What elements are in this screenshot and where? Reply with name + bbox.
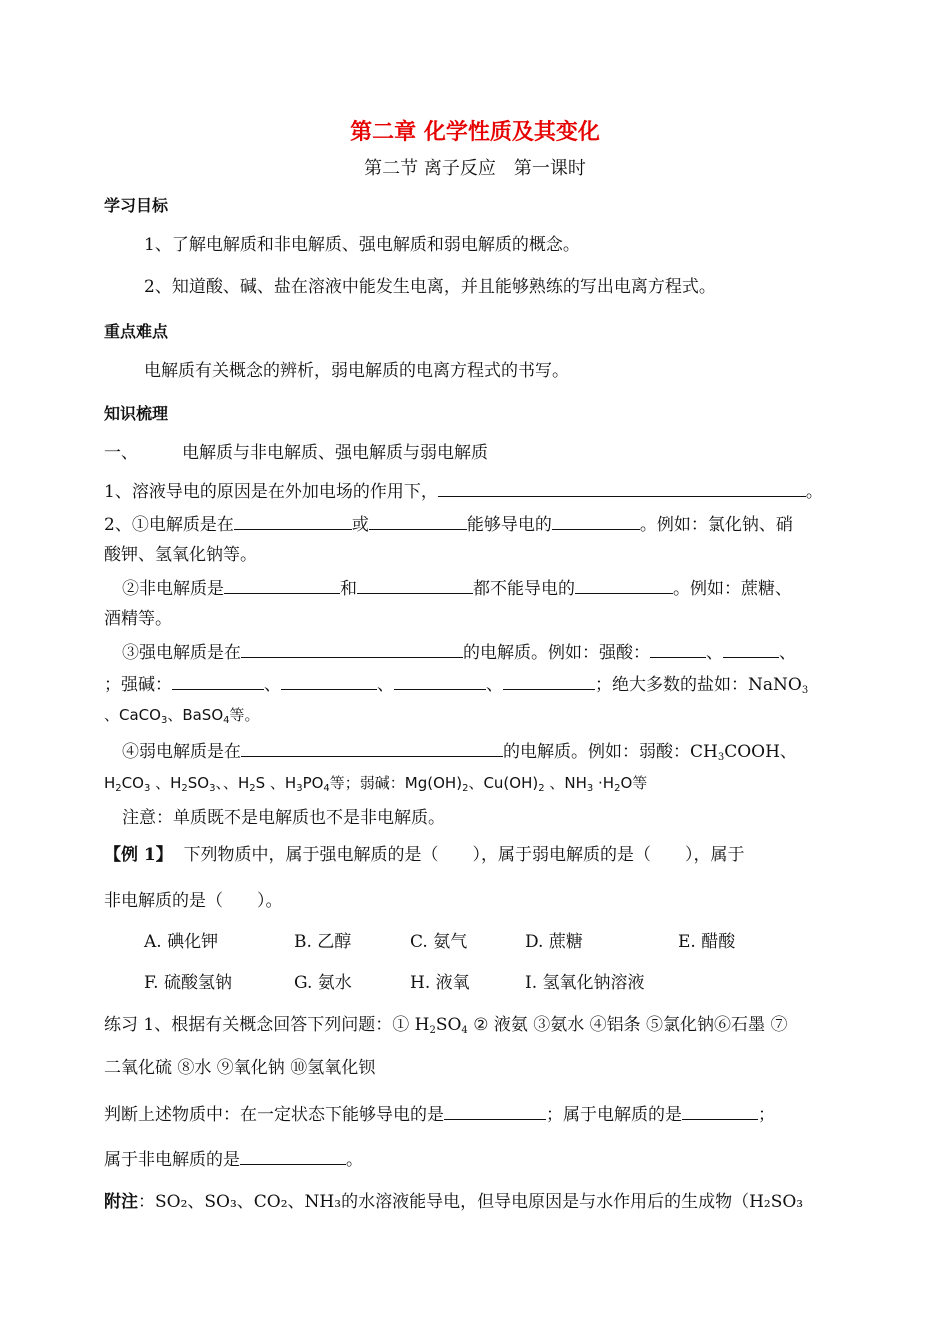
practice-text-4a: 属于非电解质的是 [104, 1150, 240, 1170]
practice-1-line-1 [104, 1013, 787, 1037]
q4-blank-base-4[interactable] [503, 671, 595, 690]
knowledge-heading: 知识梳理 [104, 404, 169, 423]
practice-text-3c: ； [758, 1105, 775, 1125]
option-a[interactable]: A. 碘化钾 [144, 932, 219, 952]
q4-text-a: ③强电解质是在 [122, 643, 241, 663]
q5-part: ·H [593, 774, 615, 792]
q3-text-d: 。例如：蔗糖、 [673, 579, 792, 599]
q2-blank-3[interactable] [552, 511, 640, 530]
chapter-title: 第二章 化学性质及其变化 [350, 119, 600, 145]
option-c[interactable]: C. 氨气 [410, 932, 468, 952]
practice-1-line-4 [104, 1146, 363, 1172]
q5-sub: 4 [323, 783, 330, 794]
q4-sep: 、 [779, 643, 796, 663]
example-text-2: 非电解质的是（ ）。 [104, 891, 283, 911]
q4-text-b: 的电解质。例如：强酸： [463, 643, 650, 663]
q3-blank-1[interactable] [224, 575, 340, 594]
option-e[interactable]: E. 醋酸 [678, 932, 736, 952]
q5-sub: 3 [717, 752, 725, 763]
goals-heading: 学习目标 [104, 196, 169, 215]
keypoints-heading: 重点难点 [104, 322, 169, 341]
q5-part: 、Cu(OH) [468, 774, 539, 792]
practice-text-3b: ；属于电解质的是 [546, 1105, 682, 1125]
q4-e3: 等。 [229, 706, 260, 724]
q5-part: 、、H [215, 774, 250, 792]
q3-text-b: 和 [340, 579, 357, 599]
q5-sub: 3 [143, 783, 151, 794]
q4-sub: 3 [801, 685, 809, 696]
option-b[interactable]: B. 乙醇 [294, 932, 352, 952]
example-text-1: 下列物质中，属于强电解质的是（ ），属于弱电解质的是（ ），属于 [183, 845, 745, 865]
option-f[interactable]: F. 硫酸氢钠 [144, 973, 232, 993]
goal-item-2: 2、知道酸、碱、盐在溶液中能发生电离，并且能够熟练的写出电离方程式。 [144, 277, 716, 297]
q2-text-b: 或 [351, 515, 369, 535]
q5-part: 等；弱碱：Mg(OH) [329, 774, 463, 792]
q5-part: S 、H [255, 774, 297, 792]
q5-part: O等 [620, 774, 648, 792]
q2-continuation: 酸钾、氢氧化钠等。 [104, 545, 257, 565]
keypoints-text: 电解质有关概念的辨析，弱电解质的电离方程式的书写。 [144, 361, 569, 381]
goal-item-1: 1、了解电解质和非电解质、强电解质和弱电解质的概念。 [144, 235, 580, 255]
q4-e1: 、CaCO [104, 706, 161, 724]
practice-1-line-2: 二氧化硫 ⑧水 ⑨氧化钠 ⑩氢氧化钡 [104, 1058, 376, 1078]
question-2 [104, 511, 793, 537]
appendix-line [104, 1190, 803, 1214]
option-g[interactable]: G. 氨水 [294, 973, 352, 993]
section1-title: 电解质与非电解质、强电解质与弱电解质 [182, 443, 488, 463]
practice-sub: 2 [429, 1025, 436, 1036]
section1-number: 一、 [104, 443, 138, 463]
question-4-line2 [104, 671, 808, 697]
q5-sub: 3 [296, 783, 303, 794]
practice-text-4b: 。 [346, 1150, 363, 1170]
q2-text-c: 能够导电的 [466, 515, 552, 535]
q5-part: H [104, 774, 116, 792]
practice-1-line-3 [104, 1101, 775, 1127]
q5-text-b2: COOH、 [724, 742, 797, 762]
q1-text: 1、溶液导电的原因是在外加电场的作用下， [104, 482, 438, 502]
q5-sub: 2 [249, 783, 256, 794]
q2-text-a: 2、①电解质是在 [104, 515, 234, 535]
q5-sub: 3 [209, 783, 216, 794]
q5-text-a: ④弱电解质是在 [122, 742, 241, 762]
q4-e2-sub: 4 [223, 715, 230, 726]
practice-blank-2[interactable] [682, 1101, 758, 1120]
q4-blank-base-2[interactable] [281, 671, 377, 690]
q5-sub: 2 [462, 783, 469, 794]
question-5-line2 [104, 771, 647, 795]
q4-blank-acid-1[interactable] [650, 639, 706, 658]
q5-part: SO [187, 774, 210, 792]
q5-sub: 2 [115, 783, 122, 794]
q4-text-d: ；绝大多数的盐如：NaNO [595, 675, 802, 695]
q4-e1-sub: 3 [160, 715, 168, 726]
q4-text-c: ；强碱： [104, 675, 172, 695]
practice-text-b: SO [435, 1015, 462, 1035]
practice-text-3a: 判断上述物质中：在一定状态下能够导电的是 [104, 1105, 444, 1125]
question-5 [122, 738, 797, 764]
q4-e2: 、BaSO [167, 706, 224, 724]
q5-sub: 2 [614, 783, 621, 794]
option-i[interactable]: I. 氢氧化钠溶液 [525, 973, 645, 993]
q2-blank-1[interactable] [234, 511, 352, 530]
q5-sub: 2 [181, 783, 188, 794]
option-h[interactable]: H. 液氧 [410, 973, 470, 993]
example-label: 【例 1】 [104, 845, 173, 865]
example-options-row-2 [144, 971, 645, 995]
example-options-row-1 [144, 930, 735, 954]
note-text: 注意：单质既不是电解质也不是非电解质。 [122, 808, 445, 828]
practice-blank-1[interactable] [444, 1101, 546, 1120]
practice-sub: 4 [461, 1025, 468, 1036]
q5-sub: 3 [586, 783, 594, 794]
q5-blank-1[interactable] [241, 738, 503, 757]
question-4-line3 [104, 703, 260, 727]
question-4 [122, 639, 796, 665]
q5-part: 、NH [544, 774, 587, 792]
q5-sub: 2 [538, 783, 545, 794]
section-subtitle: 第二节 离子反应 第一课时 [364, 158, 586, 179]
q4-sep: 、 [486, 675, 503, 695]
q5-part: PO [302, 774, 324, 792]
q2-text-d: 。例如：氯化钠、硝 [639, 515, 793, 535]
q3-text-c: 都不能导电的 [473, 579, 575, 599]
option-d[interactable]: D. 蔗糖 [525, 932, 583, 952]
q4-blank-acid-2[interactable] [723, 639, 779, 658]
question-1 [104, 478, 823, 504]
q3-blank-3[interactable] [575, 575, 673, 594]
practice-text-a: 练习 1、根据有关概念回答下列问题：① H [104, 1015, 430, 1035]
appendix-label: 附注 [104, 1192, 138, 1212]
question-3 [122, 575, 792, 601]
practice-blank-3[interactable] [240, 1146, 346, 1165]
q5-part: 、H [150, 774, 182, 792]
q1-end: 。 [805, 482, 823, 502]
q4-blank-base-3[interactable] [394, 671, 486, 690]
q4-sep: 、 [377, 675, 394, 695]
appendix-text: ：SO₂、SO₃、CO₂、NH₃的水溶液能导电，但导电原因是与水作用后的生成物（H₂SO₃ [138, 1192, 804, 1212]
example-1 [104, 843, 745, 867]
q3-continuation: 酒精等。 [104, 609, 172, 629]
q4-sep: 、 [706, 643, 723, 663]
q5-text-b: 的电解质。例如：弱酸：CH [503, 742, 718, 762]
q3-text-a: ②非电解质是 [122, 579, 224, 599]
q5-part: CO [121, 774, 144, 792]
q2-blank-2[interactable] [369, 511, 467, 530]
q4-blank-1[interactable] [241, 639, 463, 658]
q3-blank-2[interactable] [357, 575, 473, 594]
q1-blank-a[interactable] [438, 478, 728, 497]
practice-text-c: ② 液氨 ③氨水 ④铝条 ⑤氯化钠⑥石墨 ⑦ [467, 1015, 788, 1035]
q4-sep: 、 [264, 675, 281, 695]
q1-blank-b[interactable] [728, 478, 806, 497]
q4-blank-base-1[interactable] [172, 671, 264, 690]
